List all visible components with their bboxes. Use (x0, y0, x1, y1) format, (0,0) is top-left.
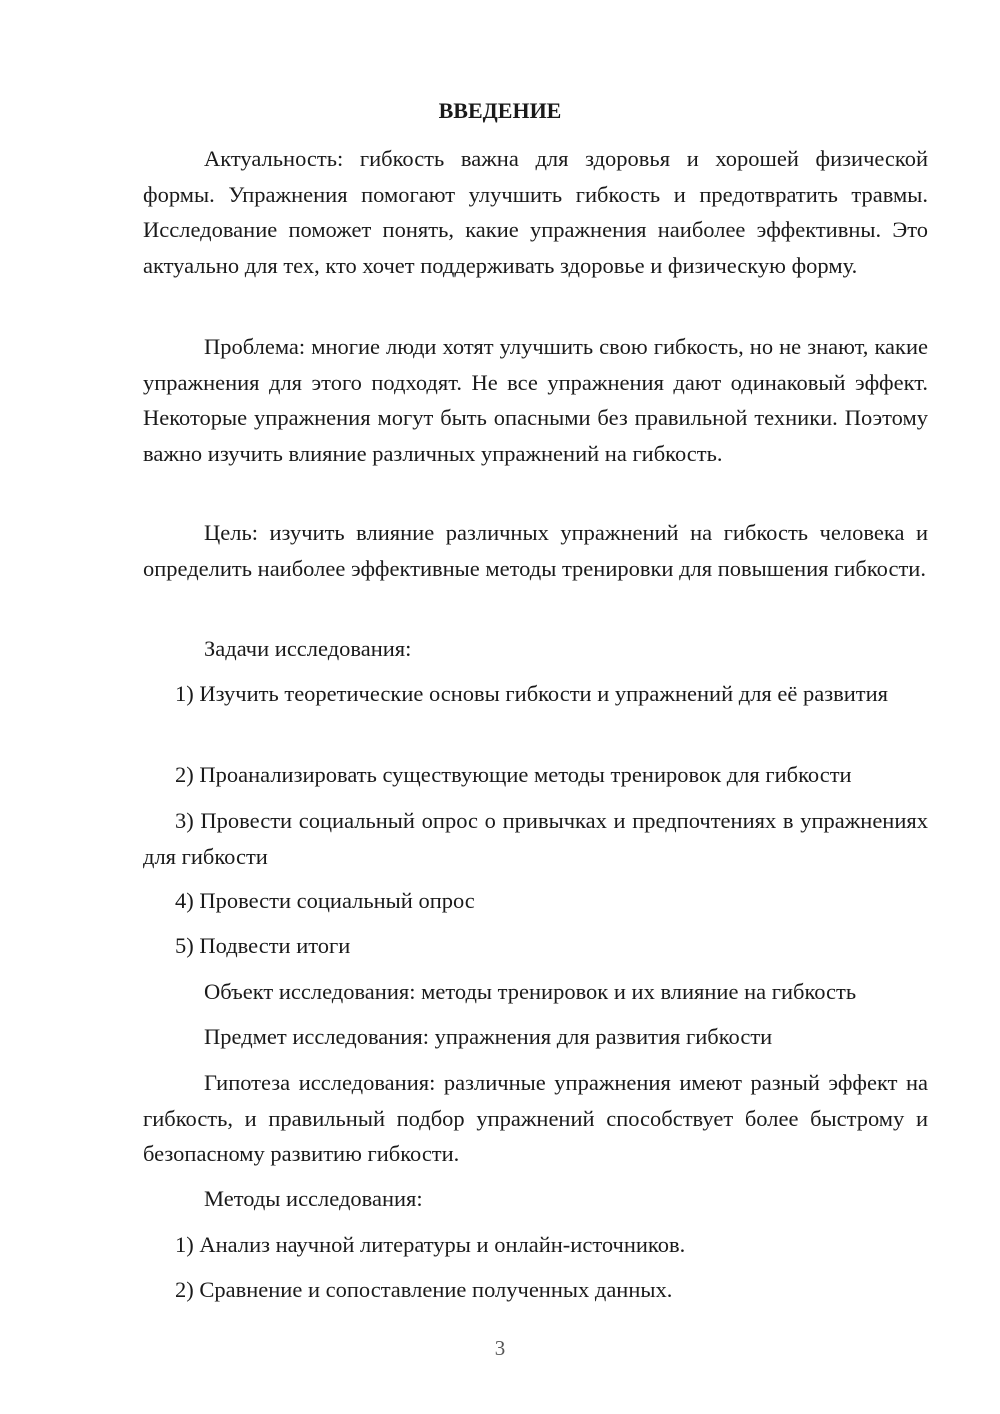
subject-paragraph: Предмет исследования: упражнения для развития гибкости (204, 1024, 773, 1049)
page-title: ВВЕДЕНИЕ (438, 98, 562, 123)
task-item: 2) Проанализировать существующие методы тренировок для гибкости (175, 762, 852, 787)
goal-paragraph: Цель: изучить влияние различных упражнений на гибкость человека и определить наиболее эффективные методы тренировки для повышения гибкости. (143, 520, 928, 581)
task-item: 1) Изучить теоретические основы гибкости и упражнений для её развития (175, 681, 889, 706)
methods-heading: Методы исследования: (204, 1186, 423, 1211)
task-item: 3) Провести социальный опрос о привычках и предпочтениях в упражнениях для гибкости (143, 808, 928, 869)
relevance-paragraph: Актуальность: гибкость важна для здоровья и хорошей физической формы. Упражнения помогают улучшить гибкость и предотвратить травмы. Исследование поможет понять, какие упражнения наиболее эффективны. Это актуально для тех, кто хочет поддерживать здоровье и физическую форму. (143, 146, 928, 278)
method-item: 1) Анализ научной литературы и онлайн-источников. (175, 1232, 686, 1257)
page-number: 3 (494, 1336, 506, 1360)
object-paragraph: Объект исследования: методы тренировок и их влияние на гибкость (204, 979, 857, 1004)
tasks-heading: Задачи исследования: (204, 636, 412, 661)
task-item: 5) Подвести итоги (175, 933, 351, 958)
task-item: 4) Провести социальный опрос (175, 888, 475, 913)
problem-paragraph: Проблема: многие люди хотят улучшить свою гибкость, но не знают, какие упражнения для этого подходят. Не все упражнения дают одинаковый эффект. Некоторые упражнения могут быть опасными без правильной техники. Поэтому важно изучить влияние различных упражнений на гибкость. (143, 334, 928, 466)
hypothesis-paragraph: Гипотеза исследования: различные упражнения имеют разный эффект на гибкость, и правильный подбор упражнений способствует более быстрому и безопасному развитию гибкости. (143, 1070, 928, 1166)
method-item: 2) Сравнение и сопоставление полученных данных. (175, 1277, 673, 1302)
